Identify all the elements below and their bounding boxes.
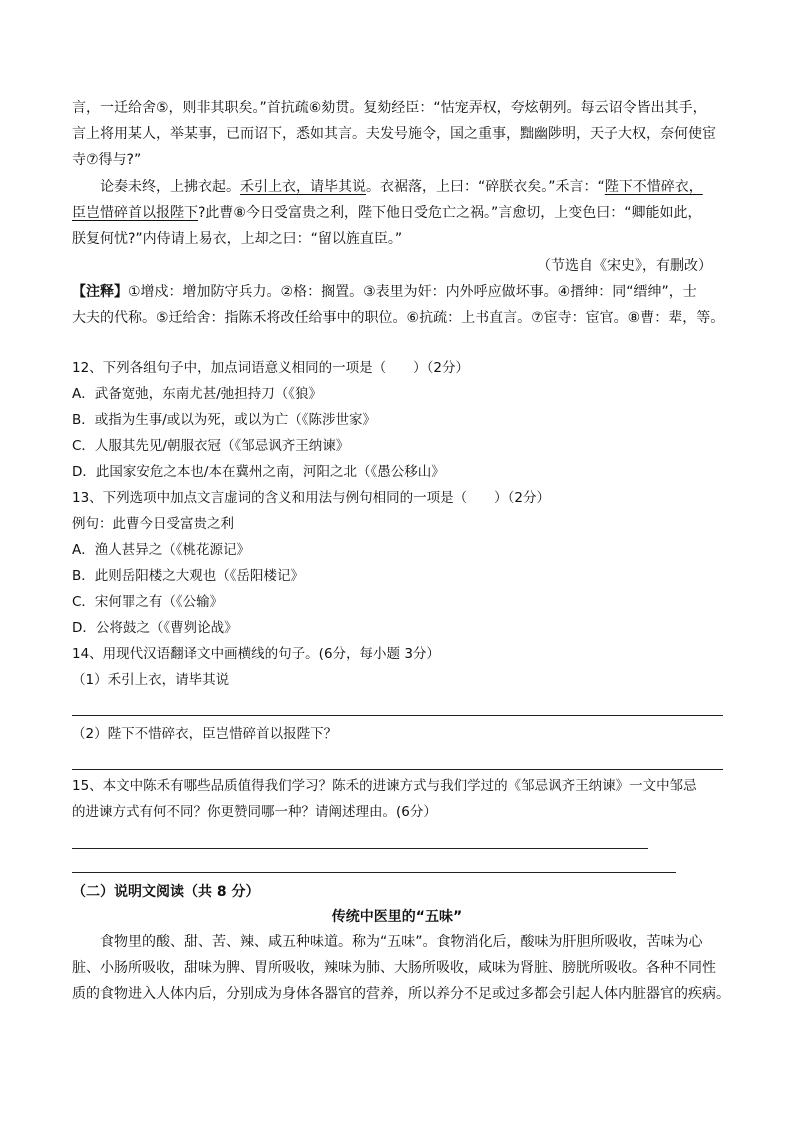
section-heading: （二）说明文阅读（共 8 分） — [72, 884, 260, 900]
q14-sub-2: （2）陛下不惜碎衣，臣岂惜碎首以报陛下？ — [72, 726, 338, 742]
q14-sub-1: （1）禾引上衣，请毕其说 — [72, 672, 230, 688]
q14-stem: 14、用现代汉语翻译文中画横线的句子。(6分，每小题 3分） — [72, 646, 440, 662]
article-line-1: 食物里的酸、甜、苦、辣、咸五种味道。称为“五味”。食物消化后，酸味为肝胆所吸收，苦味为心 — [100, 934, 703, 950]
q13-option-c: C．宋何罪之有（《公输》 — [72, 594, 224, 610]
notes-line-1 — [72, 282, 697, 302]
answer-line[interactable] — [72, 848, 648, 849]
q13-option-d: D．公将鼓之（《曹刿论战》 — [72, 620, 238, 636]
underlined-sentence-2-start: 陛下不惜碎衣， — [604, 179, 703, 195]
passage-line-5 — [72, 203, 702, 223]
q15-line-1: 15、本文中陈禾有哪些品质值得我们学习？陈禾的进谏方式与我们学过的《邹忌讽齐王纳谏》一文中邹忌 — [72, 778, 697, 794]
answer-line[interactable] — [72, 872, 676, 873]
article-title: 传统中医里的“五味” — [331, 909, 463, 925]
answer-line[interactable] — [72, 769, 723, 770]
underlined-sentence-2-end: 臣岂惜碎首以报陛下 — [72, 205, 198, 221]
passage-line-4 — [100, 177, 703, 197]
passage-text: 论奏未终，上拂衣起。 — [100, 179, 240, 195]
answer-line[interactable] — [72, 715, 723, 716]
q12-option-c: C．人服其先见/朝服衣冠（《邹忌讽齐王纳谏》 — [72, 438, 350, 454]
q12-option-b: B．或指为生事/或以为死，或以为亡（《陈涉世家》 — [72, 412, 377, 428]
passage-text: 。衣裾落，上曰：“碎朕衣矣。”禾言：“ — [366, 179, 605, 195]
q12-stem: 12、下列各组句子中，加点词语意义相同的一项是（ ）（2分） — [72, 360, 470, 376]
q15-line-2: 的进谏方式有何不同？你更赞同哪一种？请阐述理由。(6分） — [72, 804, 437, 820]
article-line-2: 脏、小肠所吸收，甜味为脾、胃所吸收，辣味为肺、大肠所吸收，咸味为肾脏、膀胱所吸收。各种不同性 — [72, 960, 716, 976]
passage-text: ?此曹⑧今日受富贵之利，陛下他日受危亡之祸。”言愈切，上变色曰：“卿能如此， — [198, 205, 702, 221]
q12-option-d: D．此国家安危之本也/本在冀州之南，河阳之北（《愚公移山》 — [72, 464, 445, 480]
notes-line-2: 大夫的代称。⑤迁给舍：指陈禾将改任给事中的职位。⑥抗疏：上书直言。⑦宦寺：宦官。⑧曹：辈，等。 — [72, 310, 725, 326]
passage-source: （节选自《宋史》，有删改） — [537, 258, 712, 274]
q13-option-a: A．渔人甚异之（《桃花源记》 — [72, 542, 250, 558]
q13-option-b: B．此则岳阳楼之大观也（《岳阳楼记》 — [72, 568, 305, 584]
passage-line-2: 言上将用某人，举某事，已而诏下，悉如其言。夫发号施令，国之重事，黜幽陟明，天子大权，奈何使宦 — [72, 126, 716, 142]
passage-line-3: 寺⑦得与?” — [72, 152, 142, 168]
q12-option-a: A．武备宽弛，东南尤甚/弛担持刀（《狼》 — [72, 386, 323, 402]
passage-line-1: 言，一迁给舍⑤，则非其职矣。”首抗疏⑥劾贯。复劾经臣：“怙宠弄权，夸炫朝列。每云诏令皆出其手， — [72, 100, 707, 116]
article-line-3: 质的食物进入人体内后，分别成为身体各器官的营养，所以养分不足或过多都会引起人体内脏器官的疾病。 — [72, 986, 730, 1002]
q13-stem: 13、下列选项中加点文言虚词的含义和用法与例句相同的一项是（ ）（2分） — [72, 490, 551, 506]
notes-label: 【注释】 — [72, 284, 128, 300]
passage-line-6: 朕复何忧?”内侍请上易衣，上却之曰：“留以旌直臣。” — [72, 231, 403, 247]
underlined-sentence-1: 禾引上衣，请毕其说 — [240, 179, 366, 195]
notes-text: ①增戍：增加防守兵力。②格：搁置。③表里为奸：内外呼应做坏事。④搢绅：同“缙绅”，士 — [128, 284, 697, 300]
q13-example: 例句：此曹今日受富贵之利 — [72, 516, 234, 532]
